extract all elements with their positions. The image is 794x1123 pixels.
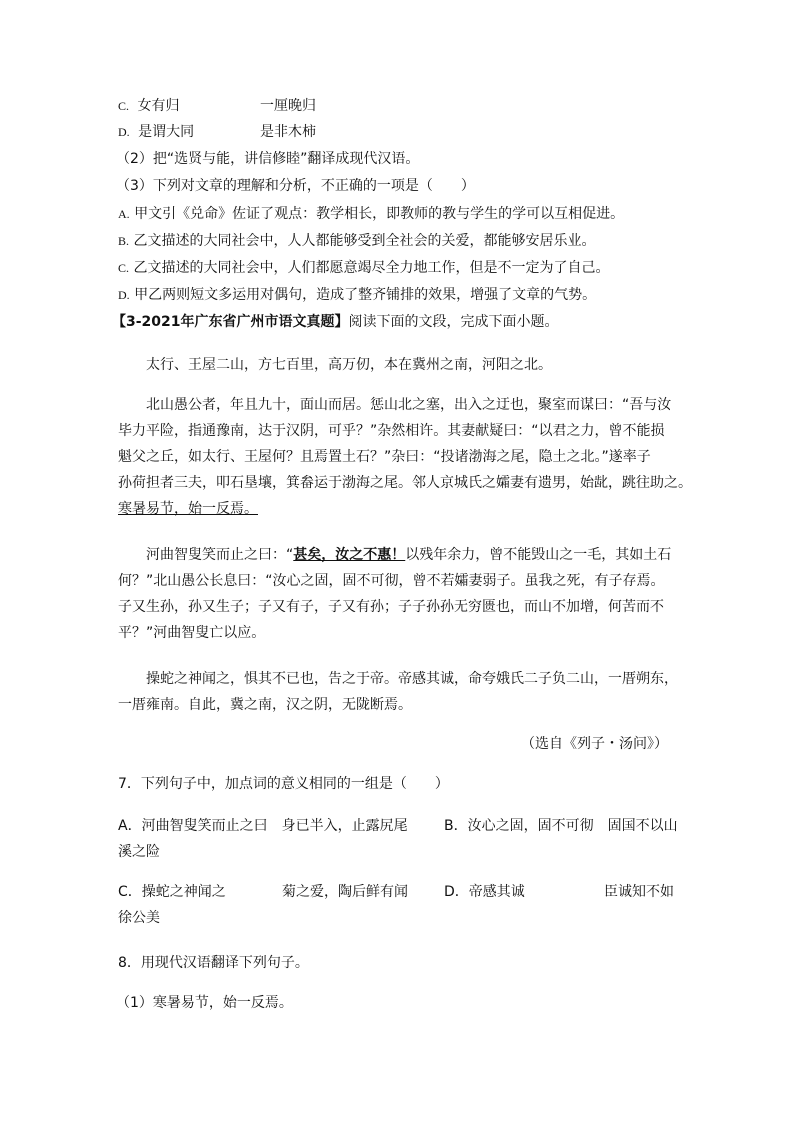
q7-option-a: A．河曲智叟笑而止之曰 身已半入，止露尻尾 xyxy=(118,818,408,834)
passage-p2-line-3: 魁父之丘，如太行、王屋何？且焉置土石？”杂曰：“投诸渤海之尾，隐土之北。”遂率子 xyxy=(118,449,651,465)
passage-p4-line-1: 操蛇之神闻之，惧其不已也，告之于帝。帝感其诚，命夸娥氏二子负二山，一厝朔东， xyxy=(146,671,678,687)
q3-option-a xyxy=(118,204,624,224)
q7-option-c-left: C．操蛇之神闻之 xyxy=(118,884,226,900)
passage-p3-line-4: 平？”河曲智叟亡以应。 xyxy=(118,625,266,641)
question-8: 8．用现代汉语翻译下列句子。 xyxy=(118,955,309,971)
q7-option-b-continued: 溪之险 xyxy=(118,844,160,860)
passage-source: （选自《列子・汤问》） xyxy=(521,736,668,752)
q3-option-b-text: 乙文描述的大同社会中，人人都能够受到全社会的关爱，都能够安居乐业。 xyxy=(133,233,596,249)
passage-p2-line-4: 孙荷担者三夫，叩石垦壤，箕畚运于渤海之尾。邻人京城氏之孀妻有遗男，始龀，跳往助之。 xyxy=(118,475,692,491)
passage-p3-pre: 河曲智叟笑而止之曰：“ xyxy=(146,547,294,563)
q3-option-c xyxy=(118,258,609,278)
passage-paragraph-4 xyxy=(118,666,676,718)
question-2: （2）把“选贤与能，讲信修睦”翻译成现代汉语。 xyxy=(116,151,420,167)
section-heading-instruction: 阅读下面的文段，完成下面小题。 xyxy=(348,314,559,330)
option-d-row xyxy=(118,122,194,142)
passage-p2-line-2: 毕力平险，指通豫南，达于汉阴，可乎？”杂然相许。其妻献疑曰：“以君之力，曾不能损 xyxy=(118,423,665,439)
q3-option-b-label: B. xyxy=(118,234,130,248)
question-3: （3）下列对文章的理解和分析，不正确的一项是（ ） xyxy=(116,178,475,194)
question-8-part-1: （1）寒暑易节，始一反焉。 xyxy=(116,995,293,1011)
passage-paragraph-2 xyxy=(118,392,692,522)
q3-option-c-text: 乙文描述的大同社会中，人们都愿意竭尽全力地工作，但是不一定为了自己。 xyxy=(133,260,610,276)
section-heading xyxy=(112,312,559,332)
passage-paragraph-1 xyxy=(118,352,676,378)
option-d-left: 是谓大同 xyxy=(138,124,195,140)
q3-option-b xyxy=(118,231,595,251)
option-d-right: 是非木柿 xyxy=(260,124,316,140)
option-d-label: D. xyxy=(118,125,130,139)
q7-option-d-right: 臣诚知不如 xyxy=(604,884,674,900)
q3-option-d-label: D. xyxy=(118,288,130,302)
question-7: 7．下列句子中，加点词的意义相同的一组是（ ） xyxy=(118,776,449,792)
passage-p2-line-1: 北山愚公者，年且九十，面山而居。惩山北之塞，出入之迂也，聚室而谋曰：“吾与汝 xyxy=(146,397,672,413)
option-c-row xyxy=(118,96,179,116)
passage-paragraph-3 xyxy=(118,542,676,646)
q7-option-d-continued: 徐公美 xyxy=(118,910,160,926)
passage-p1-text: 太行、王屋二山，方七百里，高万仞，本在冀州之南，河阳之北。 xyxy=(146,357,552,373)
option-c-left: 女有归 xyxy=(137,98,180,114)
passage-p3-bold-underlined: 甚矣，汝之不惠！ xyxy=(293,547,406,563)
q3-option-a-text: 甲文引《兑命》佐证了观点：教学相长，即教师的教与学生的学可以互相促进。 xyxy=(134,206,625,222)
passage-p3-line-2: 何？”北山愚公长息曰：“汝心之固，固不可彻，曾不若孀妻弱子。虽我之死，有子存焉。 xyxy=(118,573,665,589)
passage-p4-line-2: 一厝雍南。自此，冀之南，汉之阴，无陇断焉。 xyxy=(118,697,412,713)
q3-option-a-label: A. xyxy=(118,207,130,221)
option-c-label: C. xyxy=(118,99,130,113)
q3-option-c-label: C. xyxy=(118,261,130,275)
passage-p2-underlined-sentence: 寒暑易节，始一反焉。 xyxy=(118,501,258,517)
q3-option-d-text: 甲乙两则短文多运用对偶句，造成了整齐铺排的效果，增强了文章的气势。 xyxy=(134,287,597,303)
passage-p3-line-3: 子又生孙，孙又生子；子又有子，子又有孙；子子孙孙无穷匮也，而山不加增，何苦而不 xyxy=(118,599,664,615)
q7-option-b: B．汝心之固，固不可彻 固国不以山 xyxy=(444,818,678,834)
q3-option-d xyxy=(118,285,596,305)
section-heading-source: 【3-2021年广东省广州市语文真题】 xyxy=(112,314,349,330)
option-c-right: 一厘晚归 xyxy=(260,98,316,114)
q7-option-c-right: 菊之爱，陶后鲜有闻 xyxy=(282,884,408,900)
passage-p3-post: 以残年余力，曾不能毁山之一毛，其如土石 xyxy=(405,547,672,563)
q7-option-d-left: D．帝感其诚 xyxy=(444,884,525,900)
